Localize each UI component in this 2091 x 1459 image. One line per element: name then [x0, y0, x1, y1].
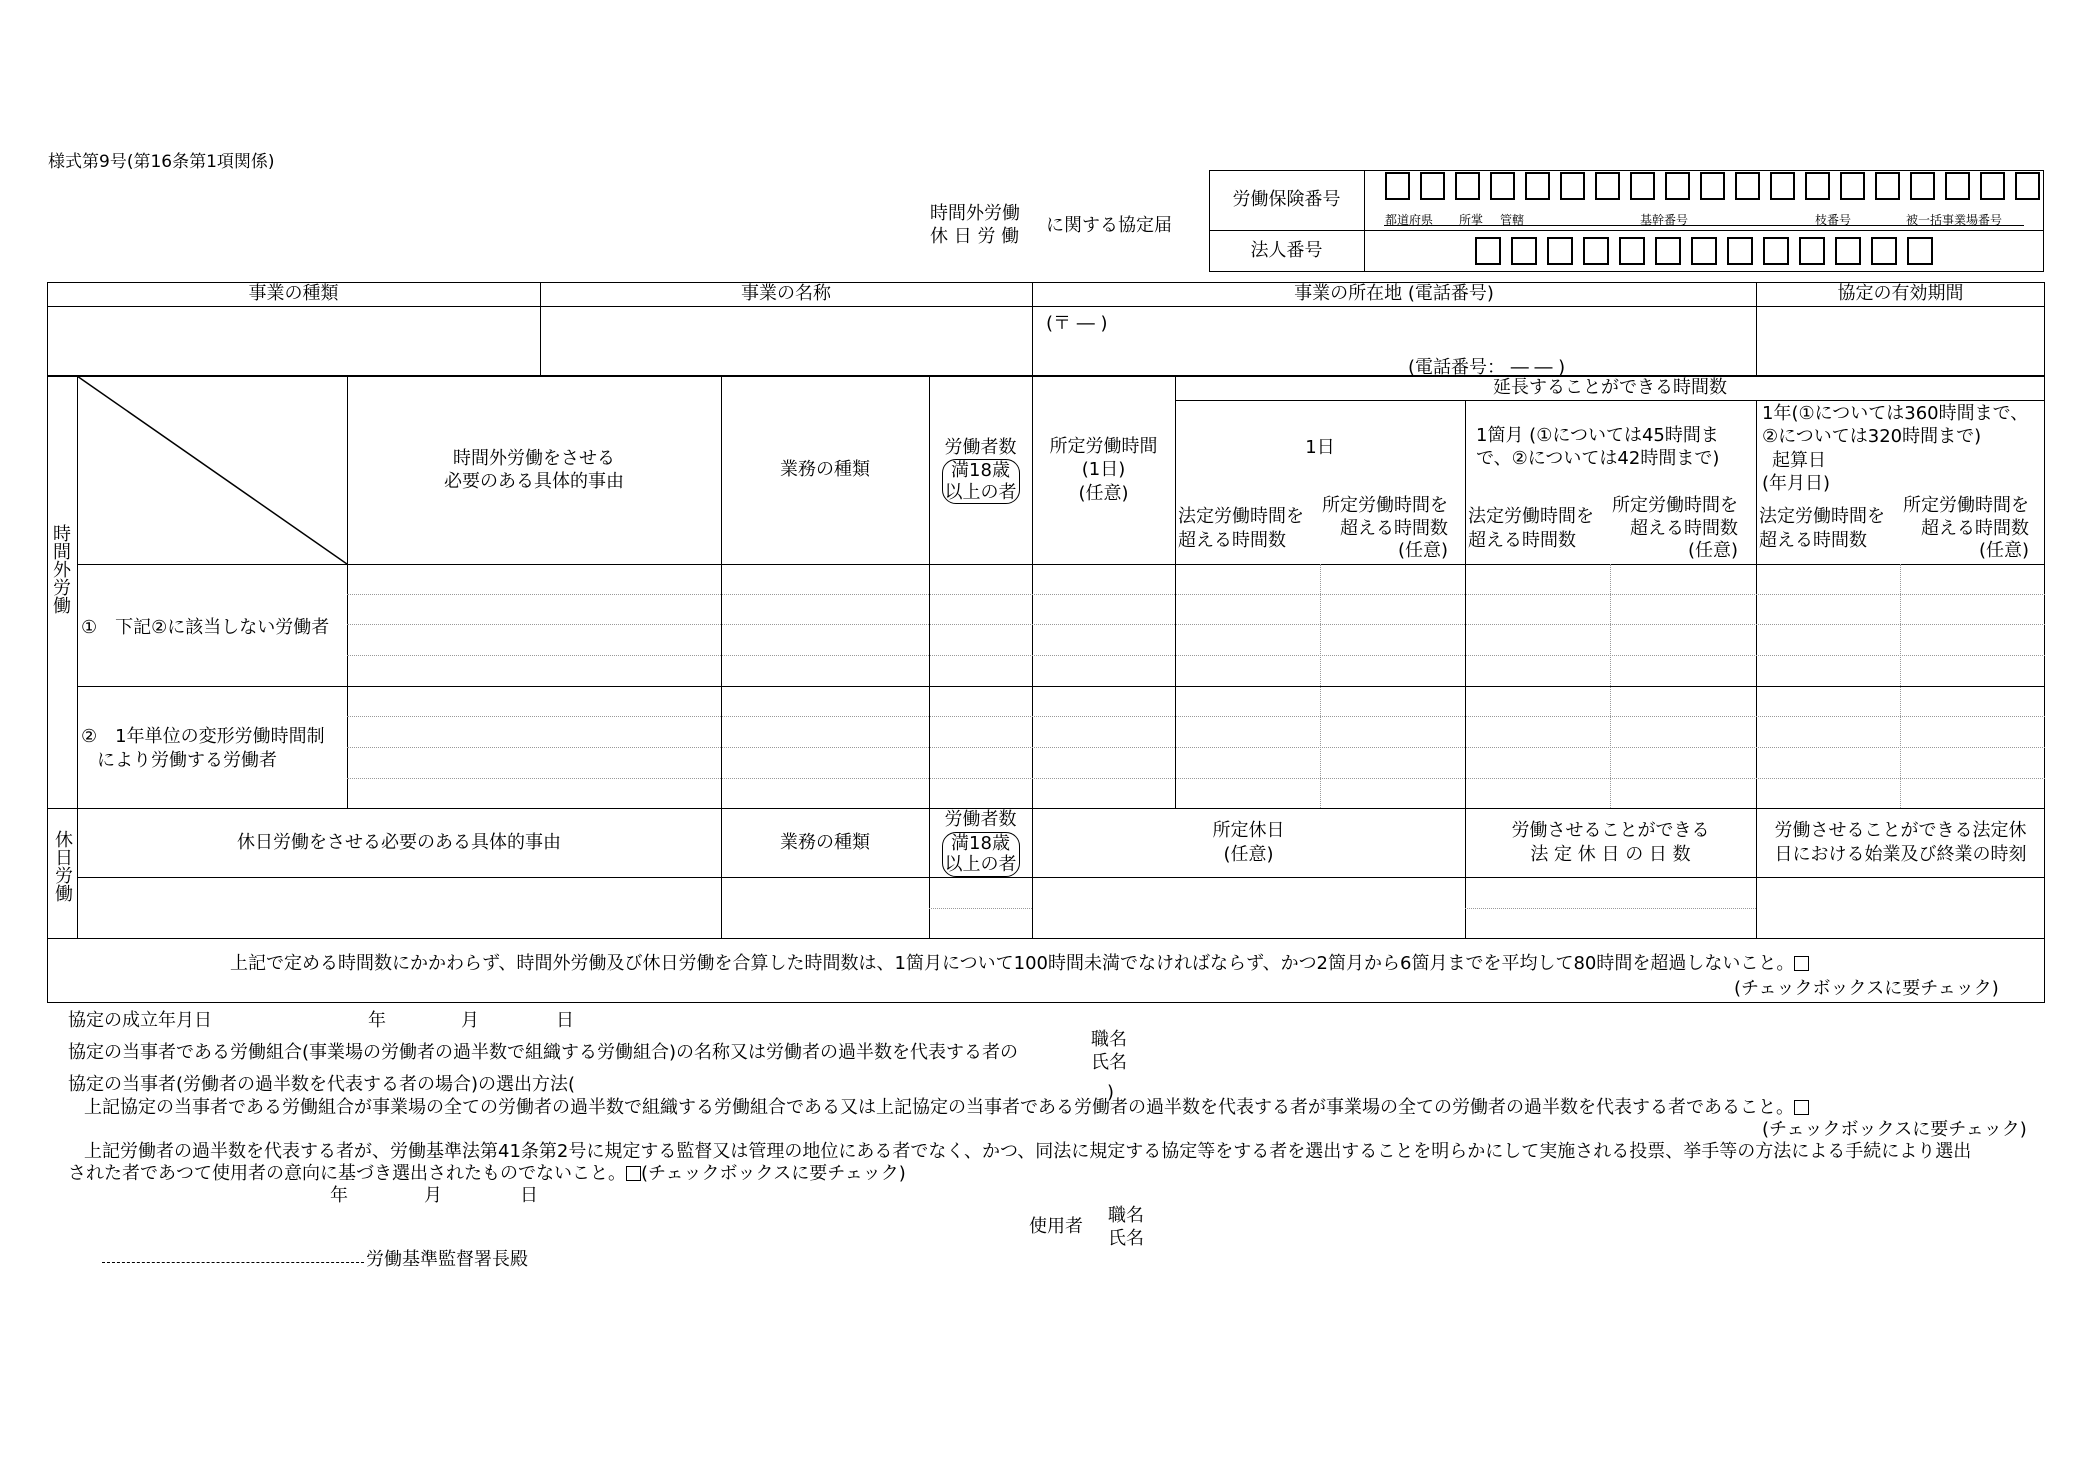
diagonal-line [77, 376, 347, 564]
submit-day: 日 [520, 1185, 538, 1206]
declaration-note: (チェックボックスに要チェック) [1734, 978, 1999, 999]
row1-label: ① 下記②に該当しない労働者 [81, 617, 330, 638]
employer-title-label: 職名 [1108, 1205, 1144, 1226]
form-title: 様式第9号(第16条第1項関係) [48, 152, 275, 172]
submit-month: 月 [424, 1185, 442, 1206]
party-name-label: 氏名 [1091, 1052, 1127, 1073]
col-business-name: 事業の名称 [741, 283, 831, 305]
col-business-address: 事業の所在地 (電話番号) [1294, 283, 1494, 305]
confirm-union-checkbox[interactable] [1794, 1100, 1809, 1115]
insurance-sublabel: 枝番号 [1815, 213, 1852, 227]
insurance-sublabel: 被一括事業場番号 [1906, 213, 2003, 227]
overtime-workers-header: 労働者数 満18歳 以上の者 [929, 376, 1032, 564]
postal-code[interactable]: (〒 ― ) [1046, 313, 1108, 334]
year-header: 1年(①については360時間まで、 ②については320時間まで) 起算日 (年月日) [1762, 403, 2029, 495]
holiday-scheduled-header: 所定休日 (任意) [1212, 820, 1285, 865]
phone-number[interactable]: (電話番号： ― ― ) [1408, 357, 1566, 378]
office-name-line[interactable] [102, 1262, 364, 1263]
insurance-sublabel: 所掌 [1459, 213, 1484, 227]
holiday-workers-header: 労働者数 満18歳 以上の者 [929, 808, 1032, 877]
employer-label: 使用者 [1029, 1216, 1083, 1237]
heading-overtime: 時間外労働 [930, 203, 1020, 224]
agreement-date-label: 協定の成立年月日 [68, 1010, 212, 1031]
holiday-days-header: 労働させることができる 法 定 休 日 の 日 数 [1511, 820, 1710, 865]
insurance-sublabel: 都道府県 [1385, 213, 1434, 227]
day-header: 1日 [1305, 437, 1335, 459]
legal-exceed-header: 法定労働時間を 超える時間数 [1178, 506, 1304, 552]
holiday-row-input[interactable] [77, 877, 2045, 938]
insurance-label: 労働保険番号 [1232, 189, 1341, 211]
holiday-times-header: 労働させることができる法定休 日における始業及び終業の時刻 [1774, 820, 2027, 865]
party-title-label: 職名 [1091, 1029, 1127, 1050]
date-month: 月 [461, 1010, 479, 1031]
confirm-representative-text-2: された者であつて使用者の意向に基づき選出されたものでないこと。 (チェックボックスに要チェック) [68, 1163, 906, 1184]
selection-method: 協定の当事者(労働者の過半数を代表する者の場合)の選出方法( [68, 1074, 576, 1095]
insurance-sublabel: 管轄 [1500, 213, 1525, 227]
holiday-side-label: 休日労働 [52, 830, 73, 902]
month-header: 1箇月 (①については45時間ま で、②については42時間まで) [1476, 425, 1720, 470]
extendable-hours-header: 延長することができる時間数 [1493, 377, 1727, 399]
sched-exceed-header: 所定労働時間を 超える時間数 (任意) [1322, 495, 1448, 561]
confirm-union-note: (チェックボックスに要チェック) [1762, 1119, 2027, 1140]
heading-suffix: に関する協定届 [1046, 215, 1172, 236]
col-business-type: 事業の種類 [248, 283, 339, 305]
overtime-work-type-header: 業務の種類 [780, 459, 870, 481]
confirm-representative-text: 上記労働者の過半数を代表する者が、労働基準法第41条第2号に規定する監督又は管理の地位にある者でなく、かつ、同法に規定する協定等をする者を選出することを明らかにして実施される投票、挙手等の方法による手続により選出 [84, 1141, 1972, 1162]
legal-exceed-header: 法定労働時間を 超える時間数 [1468, 506, 1594, 552]
date-day: 日 [556, 1010, 574, 1031]
sched-exceed-header: 所定労働時間を 超える時間数 (任意) [1903, 495, 2029, 561]
addressee: 労働基準監督署長殿 [366, 1249, 528, 1270]
declaration-checkbox[interactable] [1794, 956, 1809, 971]
overtime-row1-input[interactable] [347, 564, 2045, 686]
overtime-reason-header: 時間外労働をさせる 必要のある具体的事由 [444, 447, 624, 492]
corp-number-input[interactable] [1475, 237, 1943, 270]
confirm-union-text: 上記協定の当事者である労働組合が事業場の全ての労働者の過半数で組織する労働組合である又は上記協定の当事者である労働者の過半数を代表する者が事業場の全ての労働者の過半数を代表する者であること。 [84, 1093, 1809, 1119]
holiday-work-type-header: 業務の種類 [780, 831, 870, 853]
confirm-representative-checkbox[interactable] [626, 1166, 641, 1181]
submit-year: 年 [330, 1185, 348, 1206]
employer-name-label: 氏名 [1108, 1228, 1144, 1249]
sched-exceed-header: 所定労働時間を 超える時間数 (任意) [1612, 495, 1738, 561]
row2-label: ② 1年単位の変形労働時間制 により労働する労働者 [81, 726, 325, 772]
scheduled-hours-header: 所定労働時間 (1日) (任意) [1049, 435, 1158, 504]
holiday-reason-header: 休日労働をさせる必要のある具体的事由 [237, 831, 561, 853]
col-valid-period: 協定の有効期間 [1837, 283, 1964, 305]
heading-holiday: 休 日 労 働 [930, 226, 1020, 247]
legal-exceed-header: 法定労働時間を 超える時間数 [1759, 506, 1885, 552]
declaration-text: 上記で定める時間数にかかわらず、時間外労働及び休日労働を合算した時間数は、1箇月について100時間未満でなければならず、かつ2箇月から6箇月までを平均して80時間を超過しないこと。 [230, 949, 1809, 975]
selection-method-close: ) [1107, 1082, 1115, 1103]
overtime-row2-input[interactable] [347, 686, 2045, 808]
insurance-sublabel: 基幹番号 [1640, 213, 1689, 227]
corp-number-label: 法人番号 [1250, 240, 1323, 262]
overtime-side-label: 時間外労働 [50, 524, 71, 614]
insurance-number-input[interactable] [1385, 172, 2050, 205]
party-text: 協定の当事者である労働組合(事業場の労働者の過半数で組織する労働組合)の名称又は労働者の過半数を代表する者の [68, 1042, 1019, 1063]
date-year: 年 [368, 1010, 386, 1031]
